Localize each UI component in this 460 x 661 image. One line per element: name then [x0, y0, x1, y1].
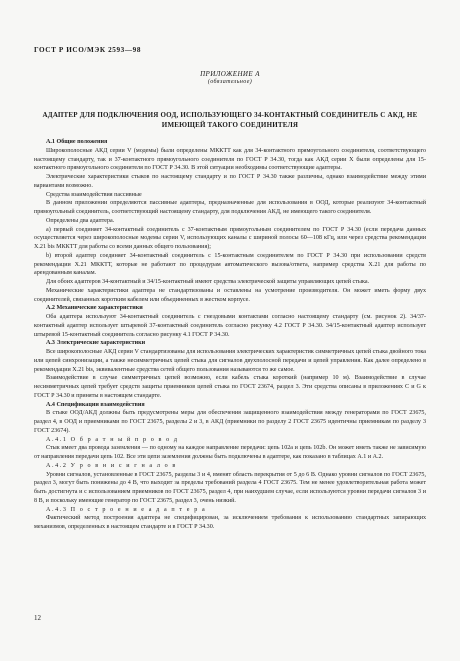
paragraph: Для обоих адаптеров 34-контактный и 34/15-контактный имеют средства электрической защиты управляющих цепей стыка.: [46, 279, 370, 285]
paragraph: Широкополосные АКД серии V (модемы) были определены МККТТ как для 34-контактного прямоугольного соединителя, соответствующего настоящему стандарту, так и 37-контактного прямоугольного соединителя по ГОСТ Р 34.30, тогда как АКД серии X были определены для 15-контактного прямоугольного соединителя по ГОСТ Р 34.30. В этой ситуации необходимы соответствующие адаптеры.: [34, 147, 426, 172]
paragraph: Средства взаимодействия пассивные: [46, 191, 142, 198]
paragraph: Механические характеристики адаптера не стандартизованы и оставлены на усмотрение производителя. Он может иметь форму двух соединителей, связанных коротким кабелем или объединенных в жестком корпусе.: [34, 287, 426, 303]
section-heading: А.1 Общие положения: [46, 139, 108, 145]
paragraph: Уровни сигналов, установленные в ГОСТ 23675, разделы 3 и 4, вменят область перекрытия от 5 до 6 В. Однако уровни сигналов по ГОСТ 23675, раздел 3, могут быть понижены до 4 В, что выходит за пределы требований раздела 4 ГОСТ 23675. Тем не менее удовлетворительная работа может быть достигнута и с использованием приемников по ГОСТ 23675, раздел 4, при наихудшем случае, если используются уровни передачи сигналов 3 и 8 В, и поскольку имеющие генератор по ГОСТ 23675, раздел 3, очень низкий.: [34, 471, 426, 504]
paragraph: Взаимодействие в случае симметричных цепей возможно, если кабель стыка короткий (например 10 м). Взаимодействие в случае несимметричных цепей требует средств защиты приемников цепей стыка по ГОСТ 23674, раздел 3. Эти средства описаны в приложениях С и G к ГОСТ Р 34.30 и приняты в настоящем стандарте.: [34, 375, 426, 399]
section-heading: А.2 Механические характеристики: [46, 305, 143, 312]
paragraph: В стыке ООД/АКД должны быть предусмотрены меры для обеспечения защищенного взаимодействия между генераторами по ГОСТ 23675, раздел 4, в ООД и приемниками по ГОСТ 23675, разделы 2 и 3, в АКД (приемники по разделу 2 ГОСТ 23675 идентичны приемникам по разделу 3 ГОСТ 23674).: [34, 410, 426, 434]
appendix-heading: [0, 70, 460, 85]
page-number: 12: [34, 614, 41, 622]
paragraph: Стык имеет два провода заземления — по одному на каждое направление передачи: цепь 102а и цепь 102b. Он может иметь также не зависимую от направления передачи цепь 102. Все эти цепи заземления должны быть подключены в адаптере, как показано в таблицах А.1 и А.2.: [34, 445, 426, 460]
section-heading: А.4 Спецификации взаимодействия: [46, 401, 145, 408]
paragraph: В данном приложении определяются пассивные адаптеры, предназначенные для использования в ООД, которые реализуют 34-контактный прямоугольный соединитель, соответствующий настоящему стандарту, для подключения АКД, не имеющего такого соединителя.: [34, 200, 426, 215]
paragraph: Определены два адаптера.: [46, 217, 115, 224]
body-text: [34, 138, 426, 532]
paragraph: Все широкополосные АКД серии V стандартизованы для использования электрических характеристик симметричных цепей стыка двойного тока или цепей синхронизации, а также несимметричных цепей стыка для сигналов двухполосной передачи и цепей управления. Как далее определено в рекомендации Х.21 bis, эквивалентные средства сетей общего пользования называются то же самое.: [34, 349, 426, 373]
appendix-main-title: АДАПТЕР ДЛЯ ПОДКЛЮЧЕНИЯ ООД, ИСПОЛЬЗУЮЩЕГО 34-КОНТАКТНЫЙ СОЕДИНИТЕЛЬ С АКД, НЕ ИМЕЮЩЕЙ ТАКОГО СОЕДИНИТЕЛЯ: [42, 111, 418, 129]
appendix-subtitle: (обязательное): [207, 79, 253, 85]
paragraph: а) первый соединяет 34-контактный соединитель с 37-контактным прямоугольным соединителем по ГОСТ Р 34.30 (если передача данных осуществляется через широкополосные модемы серии V, использующих каналы с шириной полосы 60—108 кГц, или через средства рекомендации Х.21 bis МККТТ для работы со всеми данных общего пользования);: [34, 226, 426, 250]
paragraph: Оба адаптера используют 34-контактный соединитель с гнездовыми контактами согласно настоящему стандарту (см. рисунок 2). 34/37-контактный адаптер использует штыревой 37-контактный соединитель согласно рисунку 4.2 ГОСТ Р 34.30. 34/15-контактный адаптер использует штыревой 15-контактный соединитель согласно рисунку 4.1 ГОСТ Р 34.30.: [34, 314, 426, 338]
section-heading: А.3 Электрические характеристики: [46, 340, 146, 347]
paragraph: А.4.2 У р о в н и с и г н а л о в: [46, 462, 177, 469]
paragraph: А.4.3 П о с т р о е н и е а д а п т е р а: [46, 506, 207, 513]
paragraph: А.4.1 О б р а т н ы й п р о в о д: [46, 436, 179, 443]
paragraph: b) второй адаптер соединяет 34-контактный соединитель с 15-контактным соединителем по ГОСТ Р 34.30 при использовании средств рекомендации Х.21 МККТТ, которые не работают по процедурам автоматического вызова/ответа, например средства Х.21 для работы по арендованным каналам.: [34, 252, 426, 277]
paragraph: Фактический метод построения адаптера не специфицирован, за исключением требования к использованию стандартных запирающих механизмов, определенных в настоящем стандарте и в ГОСТ Р 34.30.: [34, 515, 426, 530]
appendix-title: ПРИЛОЖЕНИЕ А: [200, 70, 260, 78]
standard-header: ГОСТ Р ИСО/МЭК 2593—98: [34, 46, 142, 54]
paragraph: Электрические характеристики стыков по настоящему стандарту и по ГОСТ Р 34.30 также различны, однако взаимодействие между этими вариантами возможно.: [34, 174, 426, 189]
